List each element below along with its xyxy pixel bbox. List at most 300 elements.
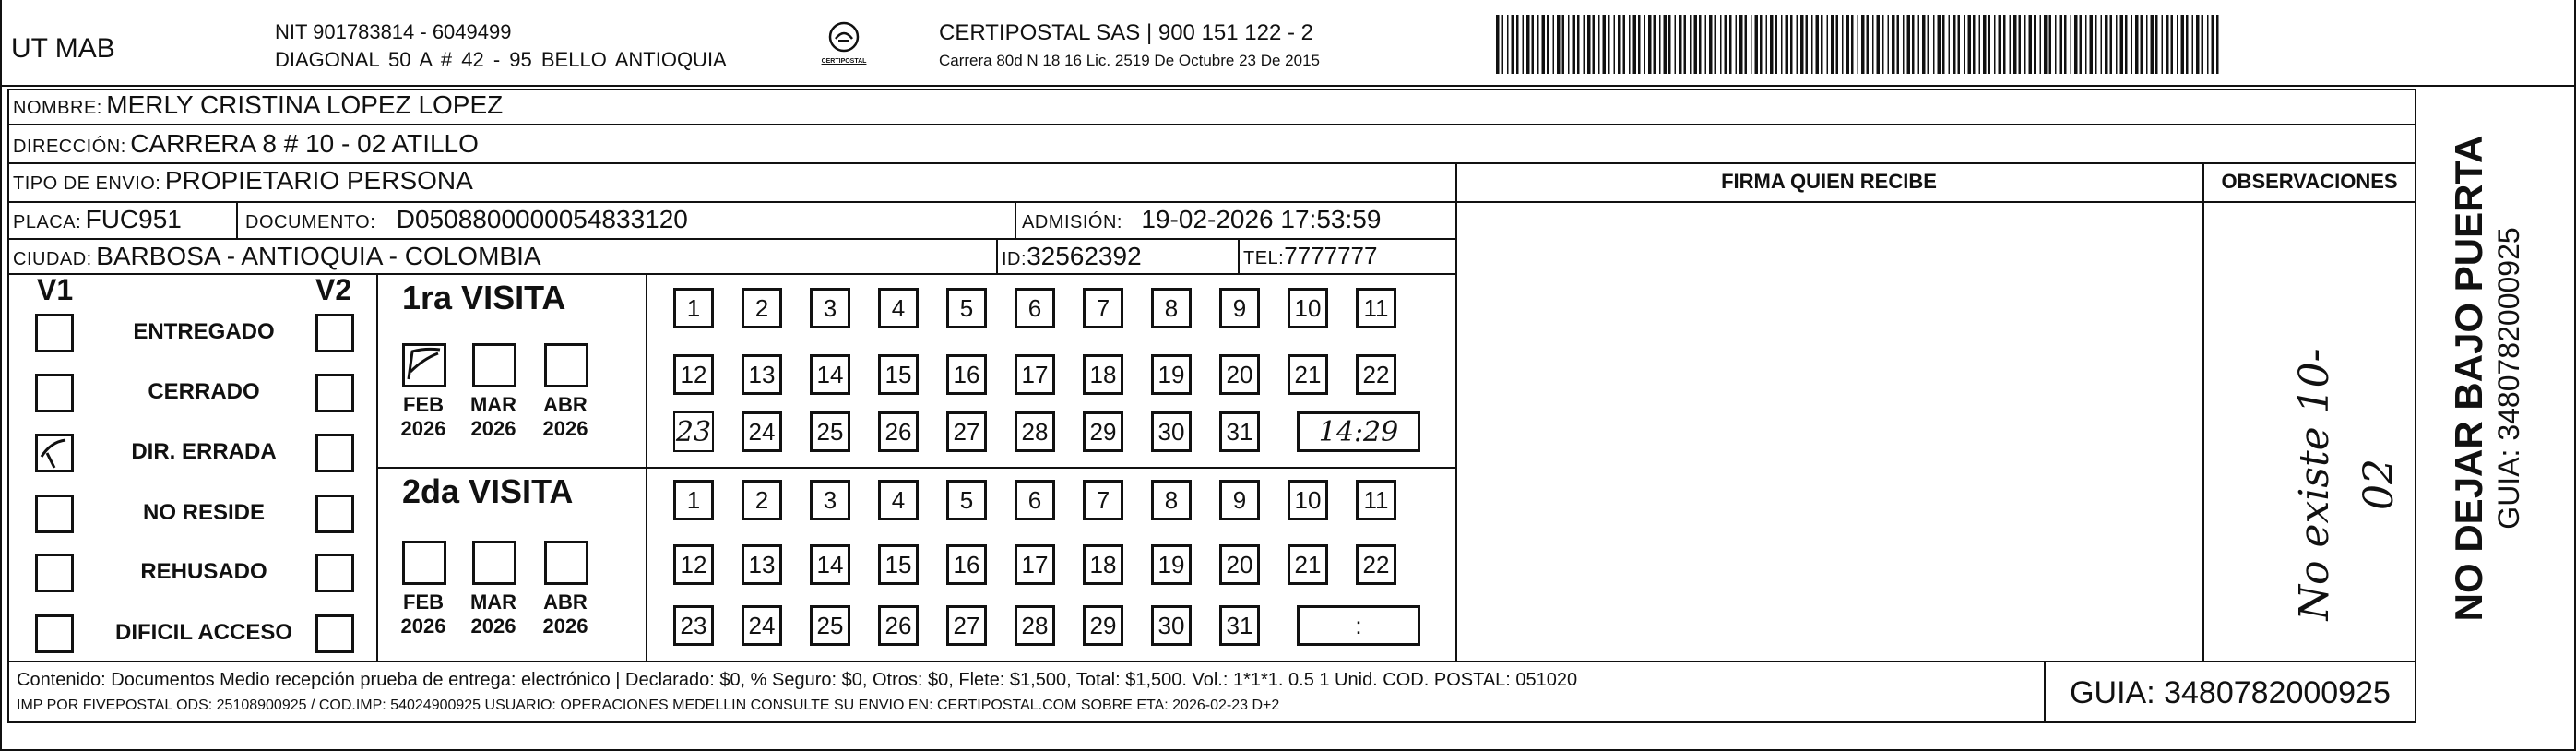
barcode-bar	[2177, 15, 2178, 74]
barcode-bar	[1912, 15, 1915, 74]
barcode-bar	[1851, 15, 1854, 74]
day-box[interactable]: 27	[946, 605, 987, 646]
barcode-bar	[1781, 15, 1783, 74]
barcode-bar	[1770, 15, 1774, 74]
barcode-bar	[1797, 15, 1798, 74]
barcode-bar	[2003, 15, 2006, 74]
day-box[interactable]: 13	[742, 354, 782, 395]
day-box[interactable]: 14	[810, 544, 850, 585]
day-box[interactable]: 1	[673, 288, 714, 328]
observaciones-header: OBSERVACIONES	[2221, 170, 2398, 193]
barcode-bar	[2019, 15, 2022, 74]
day-box[interactable]: 22	[1356, 354, 1396, 395]
day-box[interactable]: 26	[878, 411, 919, 452]
barcode-bar	[1568, 15, 1570, 74]
day-box[interactable]: 10	[1288, 288, 1328, 328]
ciudad-label: CIUDAD:	[13, 249, 92, 269]
month-year: 2026	[470, 417, 516, 440]
day-box[interactable]: 4	[878, 288, 919, 328]
side-text	[2422, 120, 2551, 637]
barcode-bar	[2135, 15, 2139, 74]
day-box[interactable]: 16	[946, 544, 987, 585]
month-name: MAR	[469, 590, 517, 614]
day-box[interactable]: 18	[1083, 544, 1123, 585]
barcode	[1496, 15, 2225, 74]
day-box[interactable]: 25	[810, 605, 850, 646]
barcode-bar	[1614, 15, 1616, 74]
documento-value: D0508800000054833120	[396, 205, 688, 233]
barcode-bar	[1983, 15, 1987, 74]
barcode-bar	[1938, 15, 1941, 74]
day-box[interactable]: 29	[1083, 411, 1123, 452]
v1-checkbox[interactable]	[35, 554, 74, 592]
company-nit: NIT 901783814 - 6049499	[275, 20, 512, 43]
barcode-bar	[1608, 15, 1610, 74]
barcode-bar	[2095, 15, 2097, 74]
barcode-bar	[1816, 15, 1820, 74]
barcode-bar	[1603, 15, 1607, 74]
id-label: ID:	[1002, 249, 1027, 269]
barcode-bar	[2074, 15, 2078, 74]
barcode-bar	[1537, 15, 1539, 74]
day-box[interactable]: 5	[946, 288, 987, 328]
status-label: DIFICIL ACCESO	[114, 620, 292, 645]
barcode-bar	[1705, 15, 1707, 74]
documento-label: DOCUMENTO:	[245, 212, 376, 232]
barcode-bar	[1694, 15, 1698, 74]
provider-name: CERTIPOSTAL SAS | 900 151 122 - 2	[939, 20, 1313, 45]
barcode-bar	[1593, 15, 1596, 74]
firma-header: FIRMA QUIEN RECIBE	[1721, 170, 1937, 193]
barcode-bar	[1507, 15, 1509, 74]
barcode-bar	[1577, 15, 1580, 74]
v1-checkbox[interactable]	[35, 495, 74, 533]
barcode-bar	[2044, 15, 2048, 74]
tel-value: 7777777	[1284, 242, 1378, 269]
handwritten-note: No existe 10-02	[2291, 348, 2403, 621]
barcode-bar	[1745, 15, 1748, 74]
barcode-bar	[1831, 15, 1834, 74]
barcode-bar	[2040, 15, 2042, 74]
barcode-bar	[1821, 15, 1823, 74]
barcode-bar	[1988, 15, 1991, 74]
barcode-bar	[1654, 15, 1656, 74]
day-box[interactable]: 15	[878, 354, 919, 395]
barcode-bar	[1587, 15, 1591, 74]
barcode-bar	[1629, 15, 1631, 74]
barcode-bar	[1806, 15, 1809, 74]
admision-label: ADMISIÓN:	[1022, 212, 1122, 232]
barcode-bar	[2049, 15, 2052, 74]
placa-row	[13, 205, 182, 234]
footer-line2: IMP POR FIVEPOSTAL ODS: 25108900925 / COD.IMP: 54024900925 USUARIO: OPERACIONES MEDELLIN CONSULTE SU ENVIO EN: CERTIPOSTAL.COM SOBRE ETA: 2026-02-23 D+2	[17, 697, 1280, 713]
day-box[interactable]: 4	[878, 480, 919, 520]
barcode-bar	[1573, 15, 1576, 74]
barcode-bar	[1928, 15, 1930, 74]
barcode-bar	[2196, 15, 2200, 74]
day-box[interactable]: 18	[1083, 354, 1123, 395]
check-mark-icon	[405, 346, 444, 385]
barcode-bar	[2146, 15, 2148, 74]
day-box[interactable]: 6	[1015, 480, 1055, 520]
barcode-bar	[1903, 15, 1905, 74]
barcode-bar	[1882, 15, 1884, 74]
barcode-bar	[1800, 15, 1804, 74]
barcode-bar	[1922, 15, 1926, 74]
barcode-bar	[1547, 15, 1549, 74]
barcode-bar	[1679, 15, 1682, 74]
day-box[interactable]: 28	[1015, 411, 1055, 452]
day-box[interactable]: 7	[1083, 480, 1123, 520]
day-box[interactable]: 23	[673, 605, 714, 646]
barcode-bar	[1979, 15, 1981, 74]
barcode-bar	[1953, 15, 1956, 74]
day-box[interactable]: 12	[673, 354, 714, 395]
barcode-bar	[1502, 15, 1504, 74]
barcode-bar	[1644, 15, 1646, 74]
v2-checkbox[interactable]	[315, 554, 354, 592]
day-box[interactable]: 9	[1219, 288, 1260, 328]
v2-checkbox[interactable]	[315, 434, 354, 472]
barcode-bar	[2120, 15, 2124, 74]
nombre-row	[13, 90, 503, 120]
month-year: 2026	[542, 417, 588, 440]
barcode-bar	[1968, 15, 1972, 74]
ciudad-row	[13, 242, 541, 271]
company-address: DIAGONAL 50 A # 42 - 95 BELLO ANTIOQUIA	[275, 48, 727, 71]
barcode-bar	[1888, 15, 1890, 74]
nombre-value: MERLY CRISTINA LOPEZ LOPEZ	[106, 90, 504, 119]
month-name: ABR	[543, 393, 588, 416]
barcode-bar	[1760, 15, 1763, 74]
placa-value: FUC951	[85, 205, 182, 233]
day-box[interactable]: 2	[742, 288, 782, 328]
barcode-bar	[2010, 15, 2012, 74]
day-box[interactable]: 15	[878, 544, 919, 585]
barcode-bar	[1751, 15, 1752, 74]
barcode-bar	[1709, 15, 1713, 74]
barcode-bar	[2080, 15, 2083, 74]
barcode-bar	[1892, 15, 1895, 74]
barcode-bar	[2171, 15, 2174, 74]
direccion-row	[13, 129, 479, 159]
barcode-bar	[1675, 15, 1677, 74]
barcode-bar	[1648, 15, 1652, 74]
tel-row	[1243, 242, 1377, 270]
day-box[interactable]: 8	[1151, 480, 1192, 520]
observaciones-handwriting	[2283, 346, 2403, 623]
footer-guia: GUIA: 3480782000925	[2070, 675, 2391, 710]
tipo-label: TIPO DE ENVIO:	[13, 173, 161, 194]
barcode-bar	[1827, 15, 1829, 74]
month-checkbox[interactable]	[544, 541, 588, 585]
month-year: 2026	[400, 614, 446, 638]
barcode-bar	[2110, 15, 2113, 74]
side-guia: GUIA: 3480782000925	[2492, 227, 2525, 530]
barcode-bar	[1699, 15, 1702, 74]
day-box[interactable]: 14	[810, 354, 850, 395]
provider-license: Carrera 80d N 18 16 Lic. 2519 De Octubre 23 De 2015	[939, 52, 1320, 69]
barcode-bar	[2116, 15, 2118, 74]
barcode-bar	[1690, 15, 1692, 74]
barcode-bar	[2166, 15, 2169, 74]
status-label: CERRADO	[148, 379, 260, 404]
v2-checkbox[interactable]	[315, 374, 354, 412]
month-year: 2026	[542, 614, 588, 638]
day-box[interactable]: 2	[742, 480, 782, 520]
barcode-bar	[1942, 15, 1945, 74]
admision-row	[1022, 205, 1381, 234]
placa-label: PLACA:	[13, 212, 82, 232]
barcode-bar	[2085, 15, 2087, 74]
day-box[interactable]: 30	[1151, 605, 1192, 646]
barcode-bar	[2125, 15, 2128, 74]
barcode-bar	[1846, 15, 1850, 74]
barcode-bar	[1973, 15, 1976, 74]
barcode-bar	[1729, 15, 1732, 74]
footer-line1: Contenido: Documentos Medio recepción prueba de entrega: electrónico | Declarado: $0, % Seguro: $0, Otros: $0, Flete: $1,500, Total: $1,500. Vol.: 1*1*1. 0.5 1 Unid. COD. POSTAL: 051020	[17, 670, 1578, 690]
barcode-bar	[2055, 15, 2057, 74]
barcode-bar	[2024, 15, 2026, 74]
barcode-bar	[1877, 15, 1881, 74]
barcode-bar	[1532, 15, 1535, 74]
barcode-bar	[1786, 15, 1789, 74]
month-name: FEB	[403, 393, 444, 416]
day-box[interactable]	[673, 411, 714, 452]
barcode-bar	[1526, 15, 1530, 74]
barcode-bar	[1790, 15, 1793, 74]
barcode-bar	[1496, 15, 1500, 74]
v1-checkbox[interactable]	[35, 614, 74, 653]
month-label	[395, 590, 452, 638]
day-box[interactable]: 19	[1151, 354, 1192, 395]
barcode-bar	[1836, 15, 1839, 74]
barcode-bar	[2034, 15, 2036, 74]
barcode-bar	[1775, 15, 1778, 74]
day-box[interactable]: 11	[1356, 288, 1396, 328]
barcode-bar	[1766, 15, 1768, 74]
ciudad-value: BARBOSA - ANTIOQUIA - COLOMBIA	[96, 242, 541, 270]
barcode-bar	[2071, 15, 2072, 74]
barcode-bar	[1542, 15, 1546, 74]
barcode-bar	[2162, 15, 2164, 74]
barcode-bar	[2101, 15, 2103, 74]
id-value: 32562392	[1027, 242, 1142, 270]
barcode-bar	[2212, 15, 2215, 74]
day-box[interactable]: 12	[673, 544, 714, 585]
month-name: FEB	[403, 590, 444, 614]
day-box[interactable]: 6	[1015, 288, 1055, 328]
barcode-bar	[1523, 15, 1525, 74]
barcode-bar	[2207, 15, 2209, 74]
day-box[interactable]: 28	[1015, 605, 1055, 646]
barcode-bar	[1633, 15, 1637, 74]
month-label	[465, 590, 522, 638]
documento-row	[245, 205, 688, 234]
barcode-bar	[2141, 15, 2143, 74]
barcode-bar	[1861, 15, 1865, 74]
barcode-bar	[1562, 15, 1565, 74]
barcode-bar	[1907, 15, 1911, 74]
barcode-bar	[2090, 15, 2094, 74]
barcode-bar	[2151, 15, 2155, 74]
day-box[interactable]: 27	[946, 411, 987, 452]
barcode-bar	[1664, 15, 1668, 74]
day-box[interactable]: 24	[742, 411, 782, 452]
day-box[interactable]: 17	[1015, 354, 1055, 395]
barcode-bar	[1557, 15, 1561, 74]
month-label	[395, 393, 452, 441]
status-label: DIR. ERRADA	[131, 439, 277, 464]
barcode-bar	[2155, 15, 2158, 74]
barcode-bar	[2060, 15, 2063, 74]
barcode-bar	[1659, 15, 1661, 74]
status-label: NO RESIDE	[142, 500, 266, 525]
barcode-bar	[1811, 15, 1813, 74]
v2-label: V2	[315, 273, 352, 306]
v2-checkbox[interactable]	[315, 314, 354, 352]
check-mark-icon	[38, 436, 71, 470]
visit2-title: 2da VISITA	[402, 472, 574, 510]
barcode-bar	[2029, 15, 2033, 74]
month-checkbox[interactable]	[472, 343, 516, 387]
barcode-bar	[1755, 15, 1759, 74]
day-box[interactable]: 11	[1356, 480, 1396, 520]
tel-label: TEL:	[1243, 248, 1285, 268]
id-row	[1002, 242, 1142, 271]
v1-checkbox[interactable]	[35, 434, 74, 472]
barcode-bar	[1842, 15, 1844, 74]
barcode-bar	[1949, 15, 1951, 74]
month-checkbox[interactable]	[402, 343, 446, 387]
day-number: 23	[675, 415, 712, 448]
barcode-bar	[1933, 15, 1935, 74]
barcode-bar	[1918, 15, 1920, 74]
month-checkbox[interactable]	[472, 541, 516, 585]
tipo-row	[13, 166, 473, 196]
tipo-value: PROPIETARIO PERSONA	[164, 166, 473, 195]
barcode-bar	[2013, 15, 2017, 74]
visit1-title: 1ra VISITA	[402, 279, 566, 316]
barcode-bar	[1872, 15, 1874, 74]
day-box[interactable]: 21	[1288, 354, 1328, 395]
day-box[interactable]: 26	[878, 605, 919, 646]
day-box[interactable]: 25	[810, 411, 850, 452]
barcode-bar	[1512, 15, 1515, 74]
day-box[interactable]: 3	[810, 480, 850, 520]
barcode-bar	[2105, 15, 2108, 74]
v1-label: V1	[37, 273, 74, 306]
barcode-bar	[1584, 15, 1585, 74]
day-box[interactable]: 13	[742, 544, 782, 585]
month-label	[537, 393, 594, 441]
v2-checkbox[interactable]	[315, 495, 354, 533]
time-box[interactable]: 14:29	[1297, 411, 1420, 452]
barcode-bar	[1638, 15, 1641, 74]
day-box[interactable]: 7	[1083, 288, 1123, 328]
month-checkbox[interactable]	[402, 541, 446, 585]
day-box[interactable]: 24	[742, 605, 782, 646]
barcode-bar	[2192, 15, 2194, 74]
barcode-bar	[1725, 15, 1728, 74]
barcode-bar	[1668, 15, 1671, 74]
company-name: UT MAB	[11, 33, 115, 64]
day-box[interactable]: 20	[1219, 354, 1260, 395]
barcode-bar	[1516, 15, 1519, 74]
status-label: ENTREGADO	[133, 319, 275, 344]
barcode-bar	[1553, 15, 1555, 74]
nombre-label: NOMBRE:	[13, 98, 102, 118]
barcode-bar	[1964, 15, 1965, 74]
barcode-bar	[1720, 15, 1722, 74]
direccion-label: DIRECCIÓN:	[13, 137, 126, 157]
day-box[interactable]: 5	[946, 480, 987, 520]
logo-icon	[825, 20, 862, 54]
barcode-bar	[2202, 15, 2204, 74]
day-box[interactable]: 31	[1219, 411, 1260, 452]
month-year: 2026	[470, 614, 516, 638]
month-name: ABR	[543, 590, 588, 614]
day-box[interactable]: 1	[673, 480, 714, 520]
barcode-bar	[1858, 15, 1859, 74]
barcode-bar	[1736, 15, 1738, 74]
barcode-bar	[1739, 15, 1743, 74]
day-box[interactable]: 21	[1288, 544, 1328, 585]
no-dejar-bajo-puerta: NO DEJAR BAJO PUERTA	[2447, 135, 2490, 622]
month-year: 2026	[400, 417, 446, 440]
status-label: REHUSADO	[140, 559, 267, 584]
day-box[interactable]: 3	[810, 288, 850, 328]
day-box[interactable]: 22	[1356, 544, 1396, 585]
v1-checkbox[interactable]	[35, 314, 74, 352]
barcode-bar	[1684, 15, 1687, 74]
barcode-bar	[1999, 15, 2002, 74]
day-box[interactable]: 17	[1015, 544, 1055, 585]
logo-text: CERTIPOSTAL	[821, 58, 867, 65]
time-box[interactable]: :	[1297, 605, 1420, 646]
day-box[interactable]: 19	[1151, 544, 1192, 585]
v1-checkbox[interactable]	[35, 374, 74, 412]
barcode-bar	[1867, 15, 1870, 74]
day-box[interactable]: 29	[1083, 605, 1123, 646]
barcode-bar	[2181, 15, 2185, 74]
barcode-bar	[1623, 15, 1626, 74]
barcode-bar	[1598, 15, 1600, 74]
day-box[interactable]: 9	[1219, 480, 1260, 520]
month-label	[465, 393, 522, 441]
barcode-bar	[1897, 15, 1900, 74]
day-box[interactable]: 10	[1288, 480, 1328, 520]
month-label	[537, 590, 594, 638]
v2-checkbox[interactable]	[315, 614, 354, 653]
barcode-bar	[1618, 15, 1621, 74]
day-box[interactable]: 20	[1219, 544, 1260, 585]
admision-value: 19-02-2026 17:53:59	[1141, 205, 1382, 233]
certipostal-logo	[813, 20, 874, 72]
barcode-bar	[1715, 15, 1717, 74]
day-box[interactable]: 8	[1151, 288, 1192, 328]
month-name: MAR	[469, 393, 517, 416]
barcode-bar	[1994, 15, 1996, 74]
barcode-bar	[2216, 15, 2219, 74]
barcode-bar	[1958, 15, 1961, 74]
month-checkbox[interactable]	[544, 343, 588, 387]
direccion-value: CARRERA 8 # 10 - 02 ATILLO	[130, 129, 479, 158]
day-box[interactable]: 30	[1151, 411, 1192, 452]
day-box[interactable]: 31	[1219, 605, 1260, 646]
barcode-bar	[2131, 15, 2133, 74]
day-box[interactable]: 16	[946, 354, 987, 395]
